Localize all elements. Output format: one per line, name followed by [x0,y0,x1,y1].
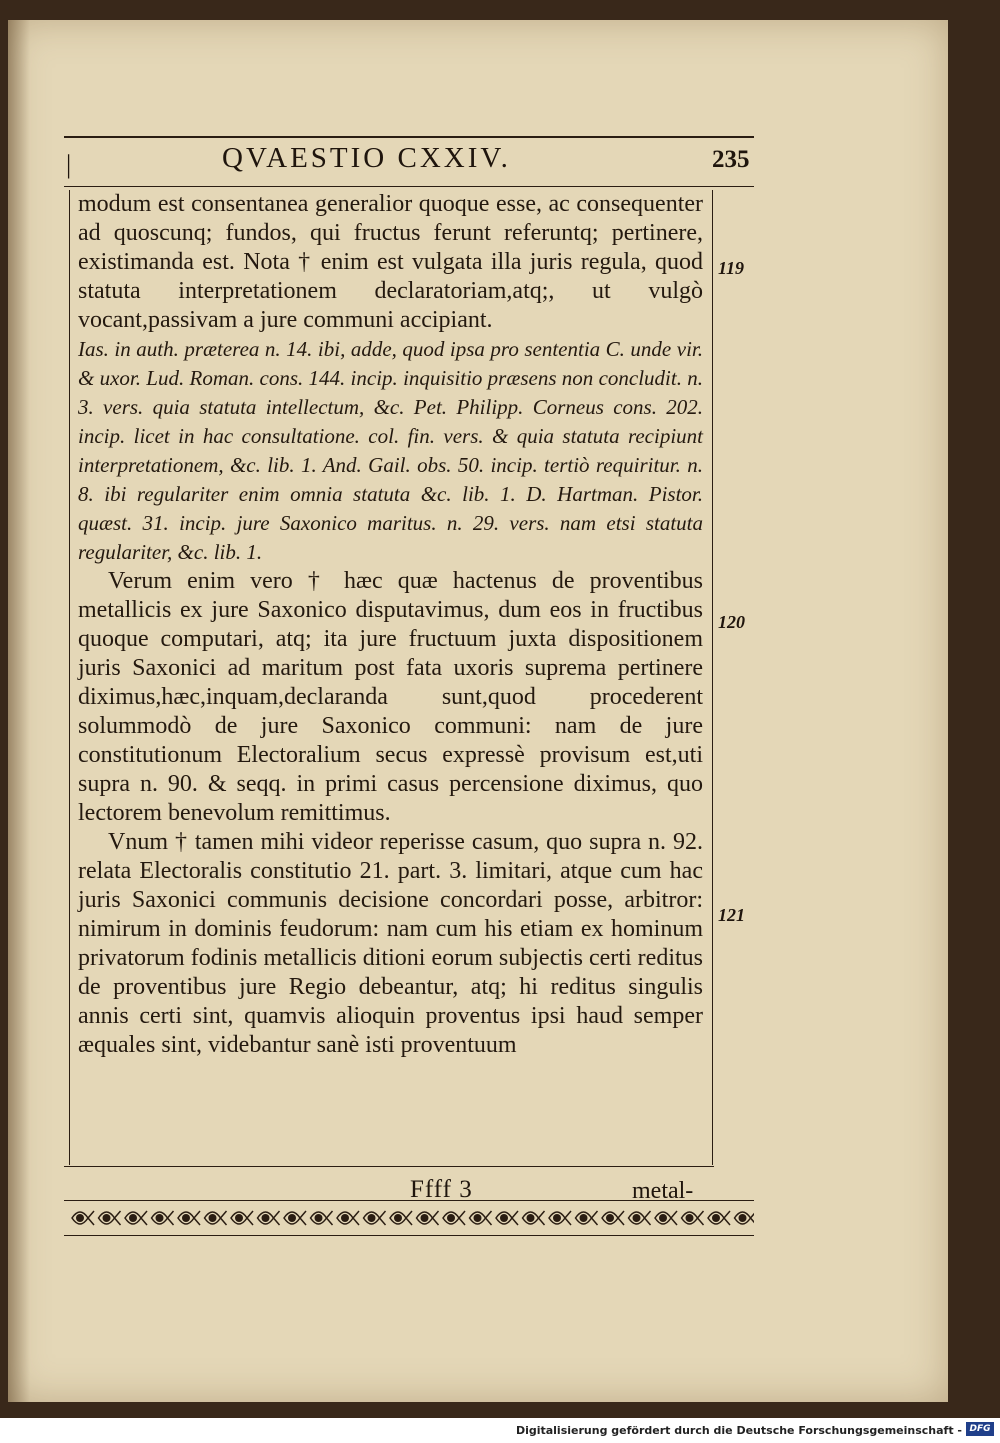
ornament-flourish [523,1211,545,1225]
ornament-flourish [443,1211,465,1225]
ornament-flourish [337,1211,359,1225]
main-text [78,190,703,1060]
ornament-flourish [178,1211,200,1225]
right-column-rule [712,190,713,1165]
footer-credit: Digitalisierung gefördert durch die Deutsche Forschungsgemeinschaft - [515,1424,962,1437]
margin-note-120: 120 [718,612,745,632]
ornament-flourish [231,1211,253,1225]
catchword: metal- [632,1178,694,1204]
ornamental-border [64,1200,754,1236]
ornament-flourish [258,1211,280,1225]
bottom-rule [64,1166,714,1167]
margin-note-119: 119 [718,258,745,278]
ornament-flourish [682,1211,704,1225]
ornament-flourish [364,1211,386,1225]
paragraph-citations: Ias. in auth. præterea n. 14. ibi, adde, quod ipsa pro sententia C. unde vir. & uxor. Lud. Roman. cons. 144. incip. inquisitio præsens non concludit. n. 3. vers. quia statuta intellectum, &c. Pet. Philipp. Corneus cons. 202. incip. licet in hac consultatione. col. fin. vers. & quia statuta recipiunt interpretationem, &c. lib. 1. And. Gail. obs. 50. incip. tertiò requiritur. n. 8. ibi regulariter enim omnia statuta &c. lib. 1. D. Hartman. Pistor. quæst. 31. incip. jure Saxonico maritus. n. 29. vers. nam etsi statuta regulariter, &c. lib. 1. [78,337,703,564]
ornament-flourish [417,1211,439,1225]
digitization-footer [0,1418,1000,1443]
ornament-flourish [629,1211,651,1225]
ornament-flourish [735,1211,755,1225]
ornament-flourish [99,1211,121,1225]
ornament-flourish [311,1211,333,1225]
paragraph-120: Verum enim vero † hæc quæ hactenus de proventibus metallicis ex jure Saxonico disputavimus, dum eos in fructibus quoque computari, atq; ita jure fructuum juxta dispositionem juris Saxonici ad maritum post fata uxoris suprema pertinere diximus,hæc,inquam,declaranda sunt,quod procederent solummodò de jure Saxonico communi: nam de jure constitutionum Electoralium secus expressè provisum est,uti supra n. 90. & seqq. in primi casus percensione diximus, quo lectorem benevolum remittimus. [78,568,703,826]
ornament-flourish [708,1211,730,1225]
page-number: 235 [712,146,750,173]
header-rule [64,186,754,187]
ornament-flourish [655,1211,677,1225]
paragraph-121: Vnum † tamen mihi videor reperisse casum, quo supra n. 92. relata Electoralis constitutio 21. part. 3. limitari, atque cum hac juris Saxonici communis decisione concordari posse, arbitror: nimirum in dominis feudorum: nam cum his etiam ex hominum privatorum fodinis metallicis ditioni eorum subjectis certi reditus de proventibus jure Regio debeantur, atq; hi reditus singulis annis certi sint, quamvis alioquin proventus ipsi haud semper æquales sint, videbantur sanè isti proventuum [78,829,703,1058]
left-column-rule [69,190,70,1165]
dfg-logo: DFG [966,1422,994,1436]
ornament-flourish [72,1211,94,1225]
ornament-flourish [205,1211,227,1225]
ornament-flourish [390,1211,412,1225]
paragraph-continuation: modum est consentanea generalior quoque esse, ac consequenter ad quoscunq; fundos, qui fructus ferunt referuntq; pertinere, existimanda est. Nota † enim est vulgata illa juris regula, quod statuta interpretationem declaratoriam,atq;, ut vulgò vocant,passivam a jure communi accipiant. [78,191,703,333]
ornament-flourish [576,1211,598,1225]
page-binding-shadow [8,20,30,1402]
printer-signature: Ffff 3 [410,1176,473,1203]
margin-note-121: 121 [718,905,745,925]
top-rule [64,136,754,138]
ornament-flourish [284,1211,306,1225]
ornament-flourish [496,1211,518,1225]
running-header-title: QVAESTIO CXXIV. [222,142,511,174]
ornament-flourish [602,1211,624,1225]
ornament-flourish [470,1211,492,1225]
ornament-flourish [152,1211,174,1225]
ornament-flourish [549,1211,571,1225]
header-left-mark: | [66,150,72,179]
ornament-flourish [125,1211,147,1225]
